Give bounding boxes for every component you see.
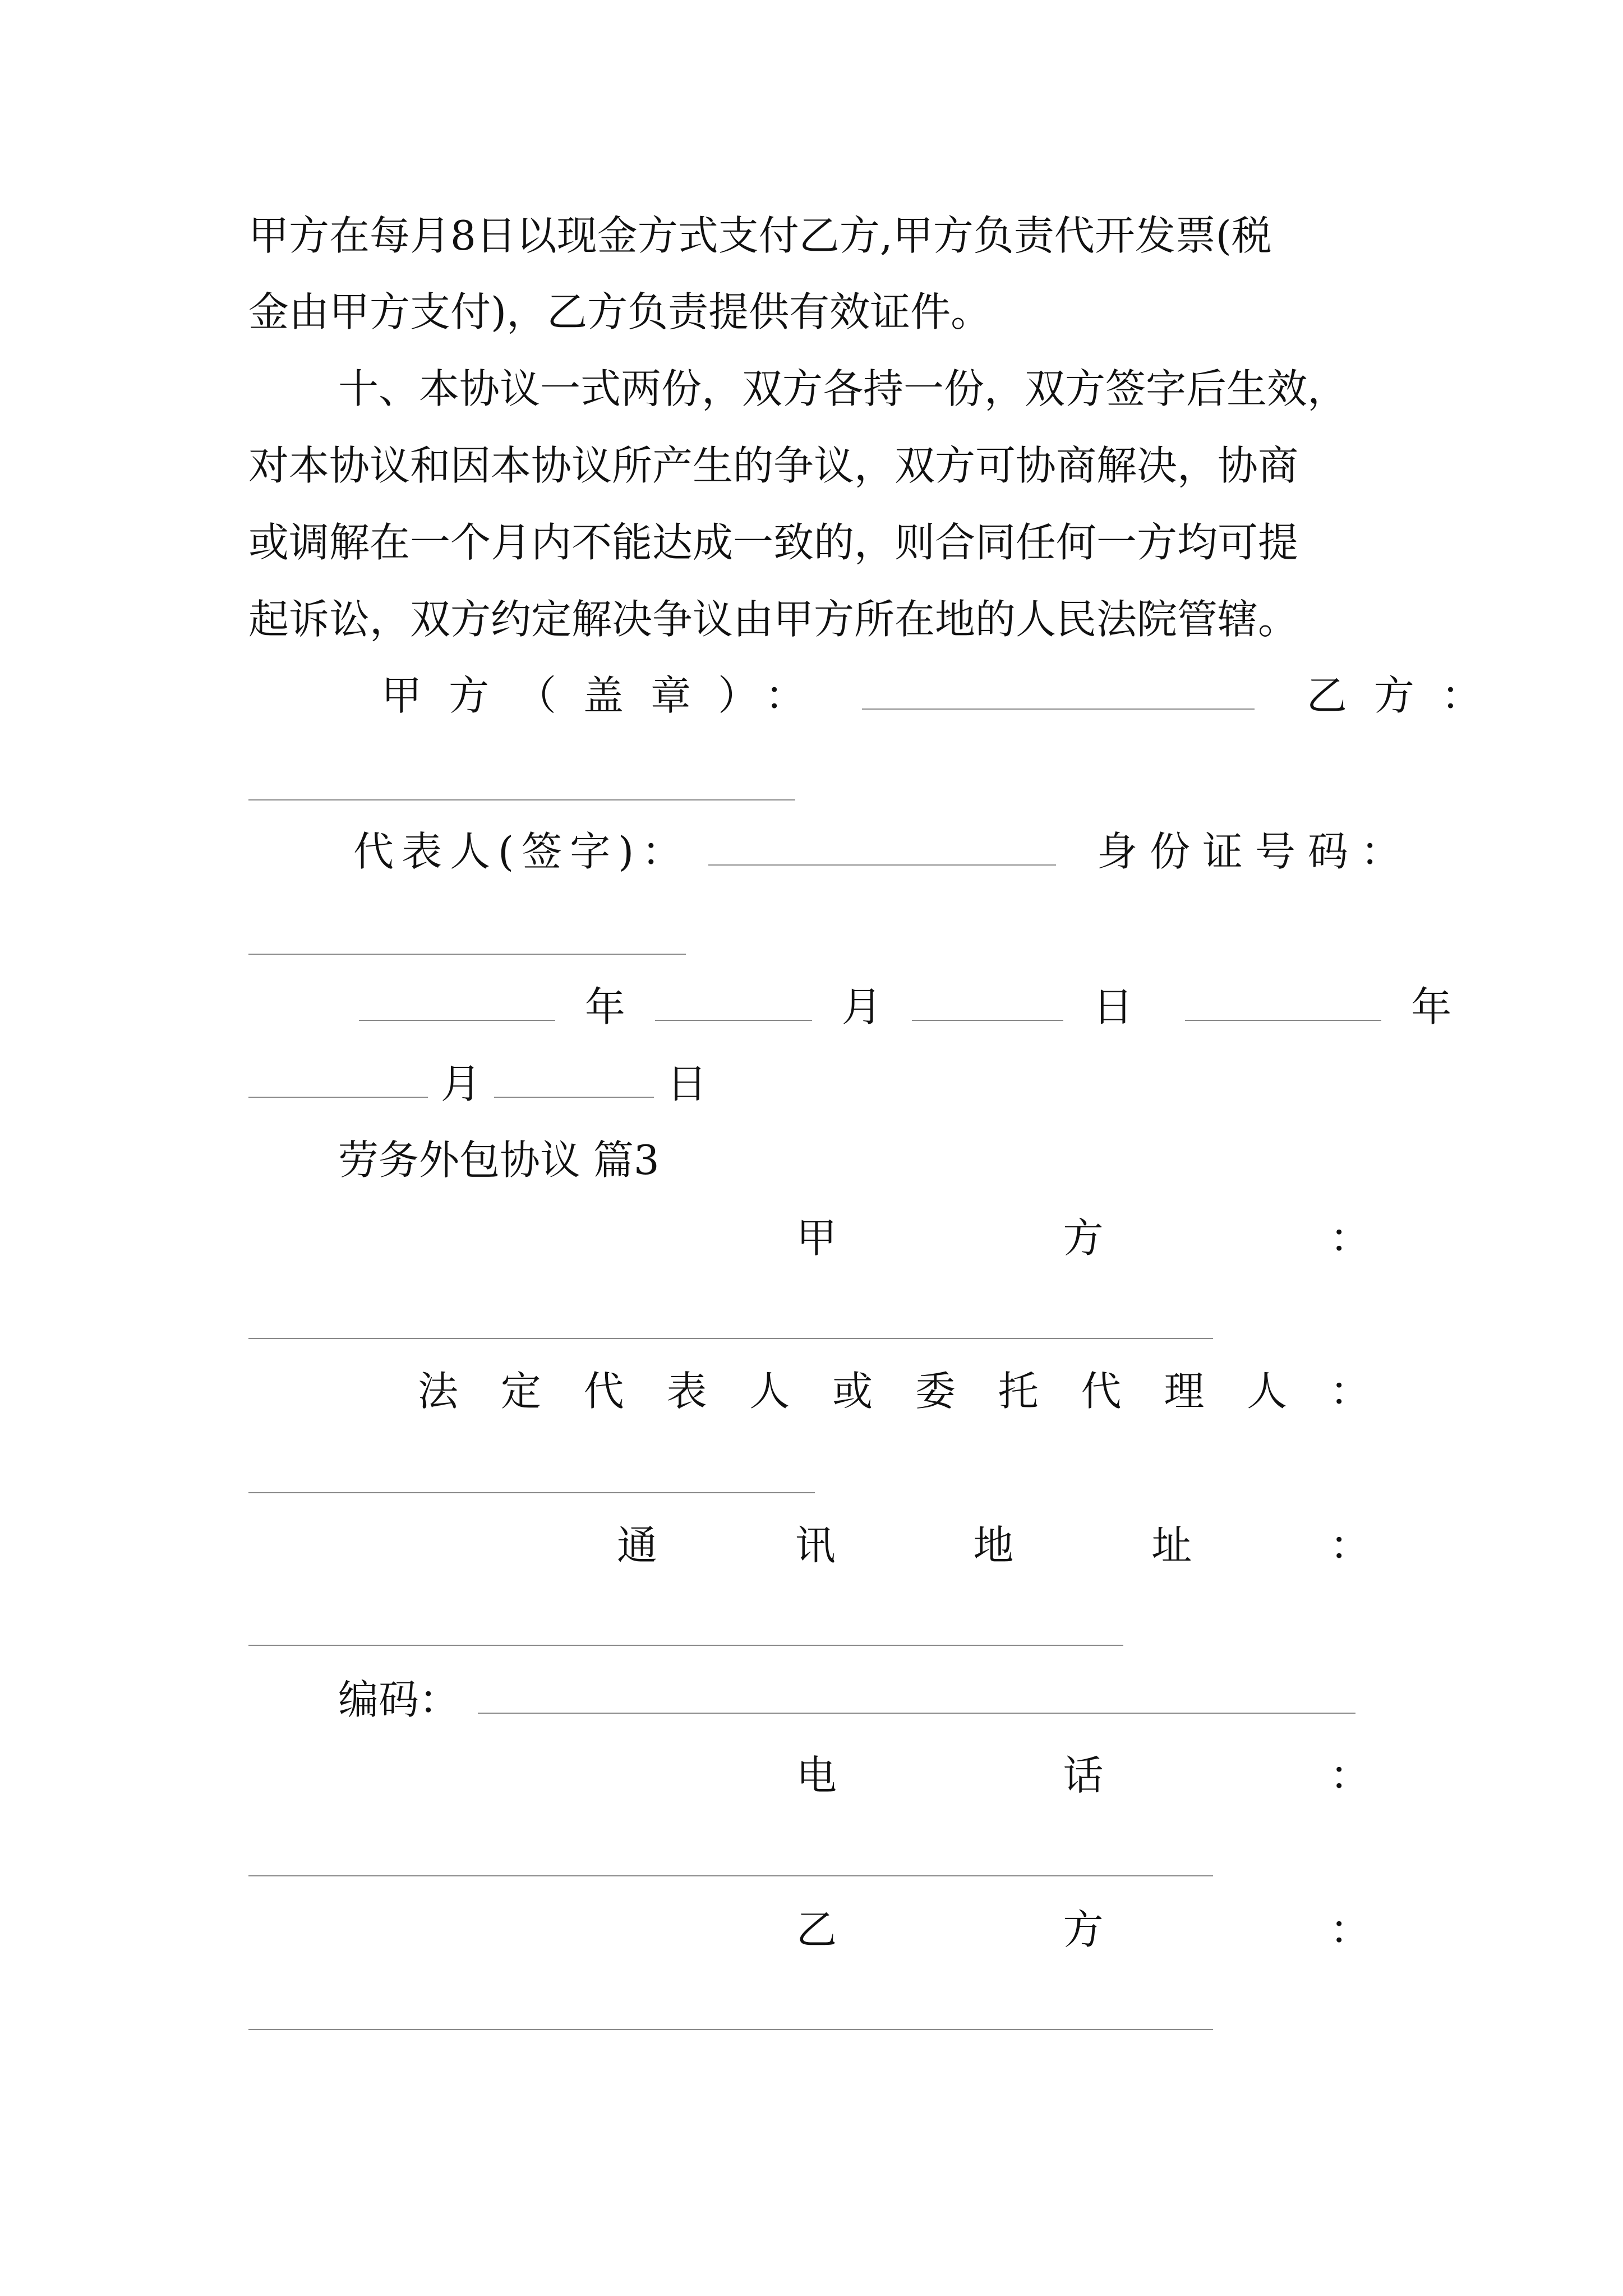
spaced-char: ： — [1329, 1214, 1370, 1262]
representative-row — [353, 823, 1413, 880]
date-row — [359, 979, 1452, 1035]
day-label: 日 — [1092, 983, 1133, 1030]
spaced-char: 话 — [1063, 1752, 1104, 1799]
spaced-char: 方 — [1063, 1906, 1104, 1953]
paragraph-line: 金由甲方支付)，乙方负责提供有效证件。 — [248, 288, 992, 335]
legal-representative-blank[interactable] — [248, 1492, 815, 1493]
spaced-char: 电 — [796, 1752, 837, 1799]
year-blank[interactable] — [1185, 979, 1381, 1021]
month-blank[interactable] — [655, 979, 812, 1021]
paragraph-line: 对本协议和因本协议所产生的争议，双方可协商解决，协商 — [248, 442, 1299, 489]
address-row — [617, 1517, 1370, 1573]
spaced-char: ： — [1329, 1906, 1370, 1953]
month-label: 月 — [440, 1060, 481, 1107]
year-label: 年 — [1411, 983, 1452, 1030]
representative-signature-blank[interactable] — [708, 824, 1056, 866]
year-blank[interactable] — [359, 979, 555, 1021]
day-blank[interactable] — [912, 979, 1063, 1021]
section3-party-a-blank[interactable] — [248, 1338, 1213, 1339]
party-b-signature-blank[interactable] — [248, 799, 795, 800]
spaced-char: 址 — [1151, 1522, 1192, 1569]
spaced-char: ： — [1329, 1368, 1370, 1415]
id-number-label: 身份证号码： — [1096, 828, 1413, 875]
spaced-char: 人 — [1247, 1368, 1288, 1415]
spaced-char: ： — [1329, 1522, 1370, 1569]
spaced-char: 或 — [832, 1368, 873, 1415]
id-number-blank[interactable] — [248, 954, 686, 955]
representative-label: 代表人(签字)： — [353, 828, 690, 875]
day-label: 日 — [666, 1060, 707, 1107]
paragraph-line: 甲方在每月8日以现金方式支付乙方,甲方负责代开发票(税 — [248, 212, 1272, 259]
spaced-char: ： — [1329, 1752, 1370, 1799]
address-blank[interactable] — [248, 1645, 1123, 1646]
section3-party-b-blank[interactable] — [248, 2029, 1213, 2030]
party-a-signature-blank[interactable] — [862, 668, 1255, 710]
date-row-continued — [248, 1056, 1370, 1112]
spaced-char: 方 — [1063, 1214, 1104, 1262]
party-a-seal-row — [381, 668, 1509, 724]
spaced-char: 通 — [617, 1522, 658, 1569]
paragraph-line: 起诉讼，双方约定解决争议由甲方所在地的人民法院管辖。 — [248, 596, 1299, 643]
spaced-char: 代 — [583, 1368, 624, 1415]
spaced-char: 讯 — [795, 1522, 836, 1569]
phone-blank[interactable] — [248, 1875, 1213, 1876]
legal-representative-row — [418, 1363, 1370, 1419]
postcode-row — [338, 1672, 1370, 1728]
spaced-char: 代 — [1081, 1368, 1122, 1415]
phone-row — [796, 1747, 1370, 1803]
spaced-char: 定 — [500, 1368, 541, 1415]
spaced-char: 甲 — [796, 1214, 837, 1262]
spaced-char: 理 — [1164, 1368, 1205, 1415]
paragraph-line: 或调解在一个月内不能达成一致的，则合同任何一方均可提 — [248, 519, 1299, 566]
postcode-label: 编码： — [338, 1676, 460, 1723]
year-label: 年 — [584, 983, 625, 1030]
month-label: 月 — [841, 983, 882, 1030]
day-blank[interactable] — [494, 1056, 654, 1098]
spaced-char: 乙 — [796, 1906, 837, 1953]
month-blank[interactable] — [248, 1056, 428, 1098]
spaced-char: 法 — [418, 1368, 459, 1415]
section3-party-b-row — [796, 1902, 1370, 1958]
section3-party-a-row — [796, 1210, 1370, 1266]
spaced-char: 委 — [915, 1368, 956, 1415]
spaced-char: 人 — [749, 1368, 790, 1415]
postcode-blank[interactable] — [478, 1672, 1355, 1714]
spaced-char: 托 — [998, 1368, 1039, 1415]
spaced-char: 表 — [666, 1368, 707, 1415]
spaced-char: 地 — [973, 1522, 1014, 1569]
section-heading: 劳务外包协议 篇3 — [338, 1137, 660, 1184]
party-b-label: 乙方： — [1306, 672, 1509, 719]
clause-ten-line: 十、本协议一式两份，双方各持一份，双方签字后生效， — [338, 365, 1348, 412]
party-a-seal-label: 甲方（盖章）： — [381, 672, 833, 719]
